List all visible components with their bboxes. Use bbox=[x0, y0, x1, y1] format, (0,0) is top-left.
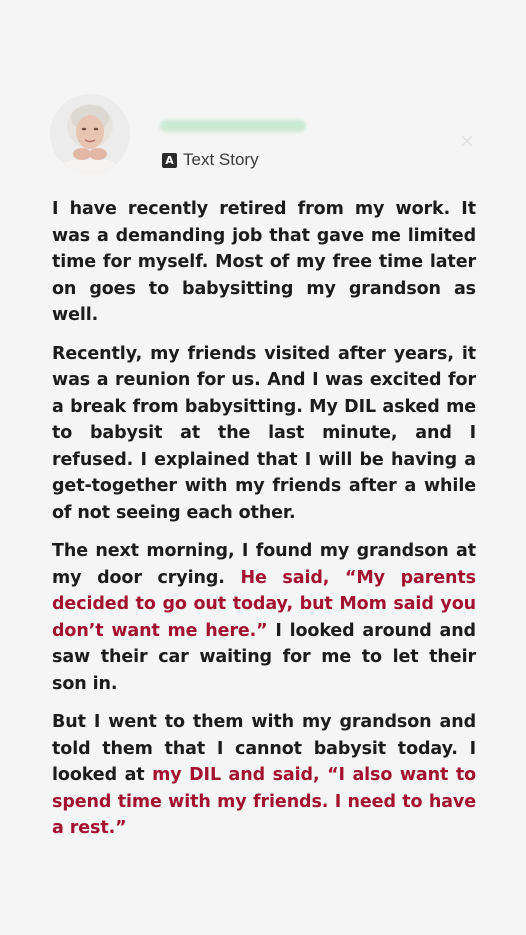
story-paragraph-1: I have recently retired from my work. It was a demanding job that gave me limited time for myself. Most of my free time later on goes to babysitting my grandson as well. bbox=[52, 199, 476, 325]
watermark-icon bbox=[460, 134, 474, 148]
story-paragraph-4 bbox=[52, 709, 476, 842]
story-paragraph-2: Recently, my friends visited after years, it was a reunion for us. And I was excited for a break from babysitting. My DIL asked me to babysit at the last minute, and I refused. I explained that I will be having a get-together with my friends after a while of not seeing each other. bbox=[52, 343, 476, 523]
story-text: The next morning, I found my grandson at my door crying. bbox=[52, 541, 476, 588]
story-quote-highlight: my DIL and said, “I also want to spend time with my friends. I need to have a rest.” bbox=[52, 765, 477, 838]
story-paragraph-3 bbox=[52, 538, 476, 697]
author-name-placeholder[interactable] bbox=[160, 120, 306, 132]
avatar-elderly-woman-icon bbox=[50, 94, 130, 174]
avatar[interactable] bbox=[50, 94, 130, 174]
story-body bbox=[52, 196, 476, 854]
story-text: I looked around and saw their car waiting for me to let their son in. bbox=[52, 620, 476, 694]
story-type-tag bbox=[162, 150, 259, 170]
story-type-label: Text Story bbox=[183, 150, 259, 169]
text-story-icon: A bbox=[162, 153, 177, 168]
story-header bbox=[0, 0, 526, 190]
story-quote-highlight: He said, “My parents decided to go out today, but Mom said you don’t want me here.” bbox=[52, 567, 476, 641]
story-text: But I went to them with my grandson and told them that I cannot babysit today. I looked at bbox=[52, 712, 476, 785]
